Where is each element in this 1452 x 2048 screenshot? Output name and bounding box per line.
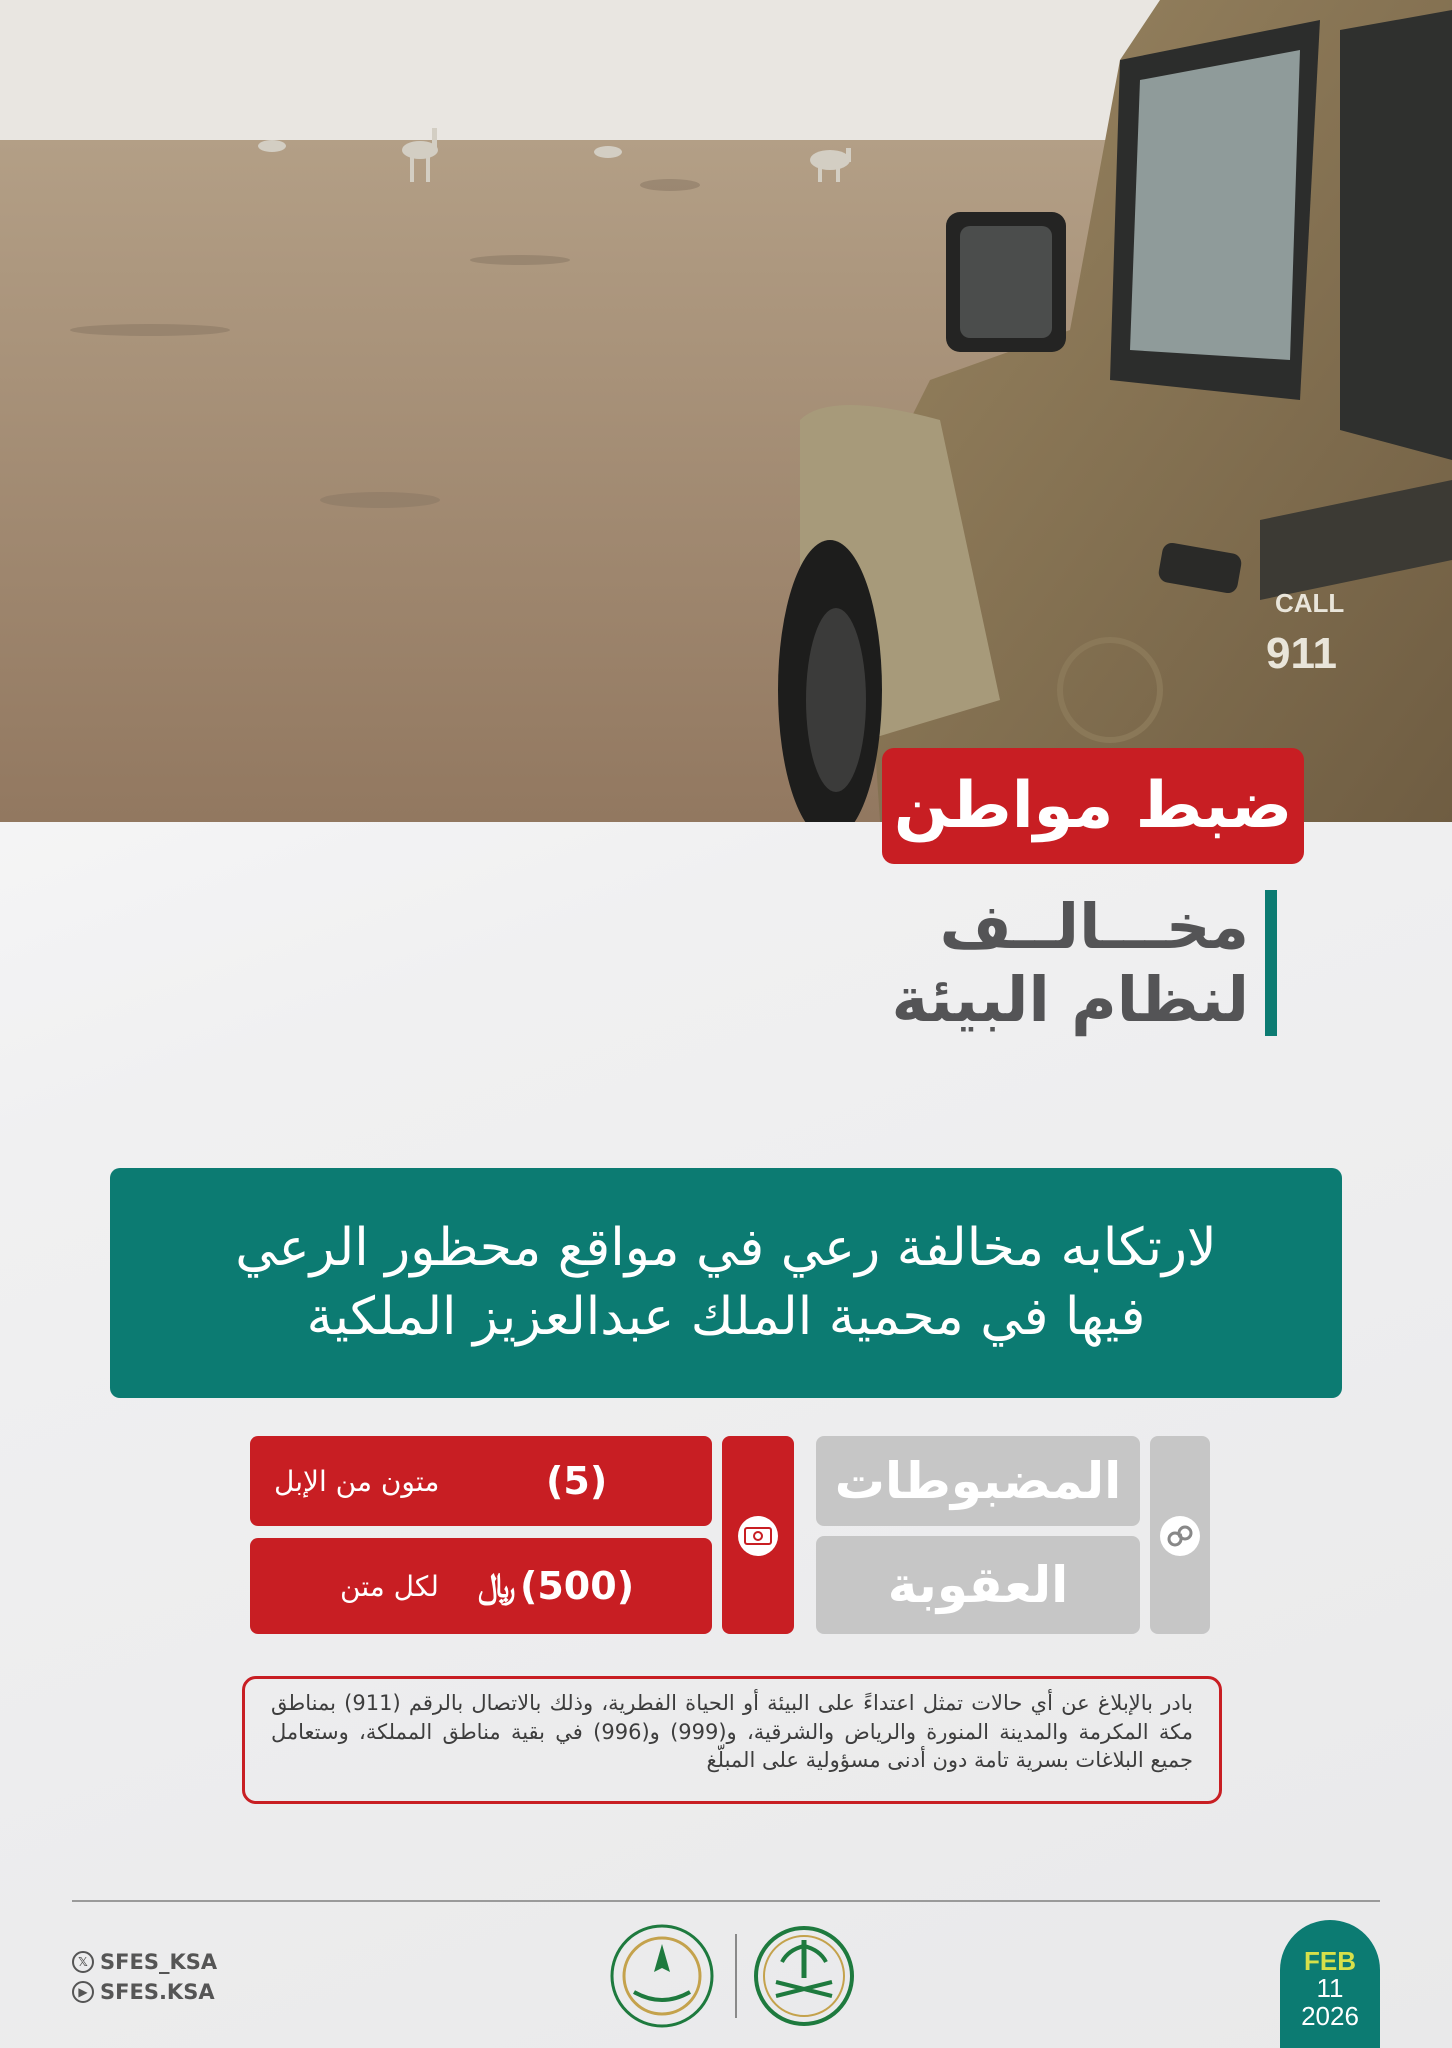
desert-patrol-illustration	[0, 0, 1452, 822]
x-icon: 𝕏	[72, 1951, 94, 1973]
seized-icon-column	[1150, 1436, 1210, 1634]
youtube-icon: ▶	[72, 1981, 94, 2003]
footer-logos	[600, 1922, 860, 2028]
penalty-label: العقوبة	[887, 1556, 1069, 1614]
money-icon-column	[722, 1436, 794, 1634]
subtitle-line-2: لنظام البيئة	[891, 963, 1249, 1037]
notice-text: بادر بالإبلاغ عن أي حالات تمثل اعتداءً على البيئة أو الحياة الفطرية، وذلك بالاتصال بالرقم (911) بمناطق مكة المكرمة والمدينة المنورة والرياض والشرقية، و(999) و(996) في بقية مناطق المملكة، وستعامل جميع البلاغات بسرية تامة دون أدنى مسؤولية على المبلّغ	[271, 1691, 1194, 1773]
subtitle-line-1: مخـــالــف	[939, 890, 1249, 963]
statement-line-1: لارتكابه مخالفة رعي في مواقع محظور الرعي	[235, 1218, 1217, 1279]
social-x-link[interactable]	[72, 1950, 217, 1974]
seized-label-box	[816, 1436, 1140, 1526]
date-month: FEB	[1304, 1946, 1356, 1976]
footer-divider	[72, 1900, 1380, 1902]
headline-banner	[882, 748, 1304, 864]
statement-line-2: فيها في محمية الملك عبدالعزيز الملكية	[306, 1287, 1146, 1347]
palm-swords-emblem-icon	[756, 1928, 852, 2024]
vehicle-911-text: 911	[1266, 629, 1337, 678]
money-icon	[738, 1516, 778, 1556]
hero-photo	[0, 0, 1452, 822]
date-day: 11	[1316, 1973, 1344, 2004]
social-youtube-link[interactable]	[72, 1980, 215, 2004]
handcuffs-icon	[1160, 1516, 1200, 1556]
report-notice	[242, 1676, 1222, 1804]
seized-label: المضبوطات	[834, 1452, 1122, 1510]
penalty-text: لكل متن	[340, 1569, 439, 1603]
violation-statement	[110, 1168, 1342, 1398]
subtitle-block	[749, 890, 1277, 1036]
penalty-label-box	[816, 1536, 1140, 1634]
date-year: 2026	[1301, 2000, 1359, 2031]
seized-value: (5)	[546, 1459, 608, 1503]
penalty-value: (500)	[520, 1564, 635, 1608]
social-youtube-handle: SFES.KSA	[100, 1980, 215, 2004]
headline-text: ضبط مواطن	[893, 769, 1293, 843]
vehicle-call-text: CALL	[1275, 588, 1345, 618]
seized-text: متون من الإبل	[274, 1464, 440, 1498]
seized-value-box	[250, 1436, 712, 1526]
penalty-value-box	[250, 1538, 712, 1634]
riyal-symbol: ﷼	[478, 1566, 516, 1606]
date-badge	[1280, 1920, 1380, 2048]
environment-security-logo-icon	[612, 1926, 712, 2026]
social-x-handle: SFES_KSA	[100, 1950, 218, 1974]
